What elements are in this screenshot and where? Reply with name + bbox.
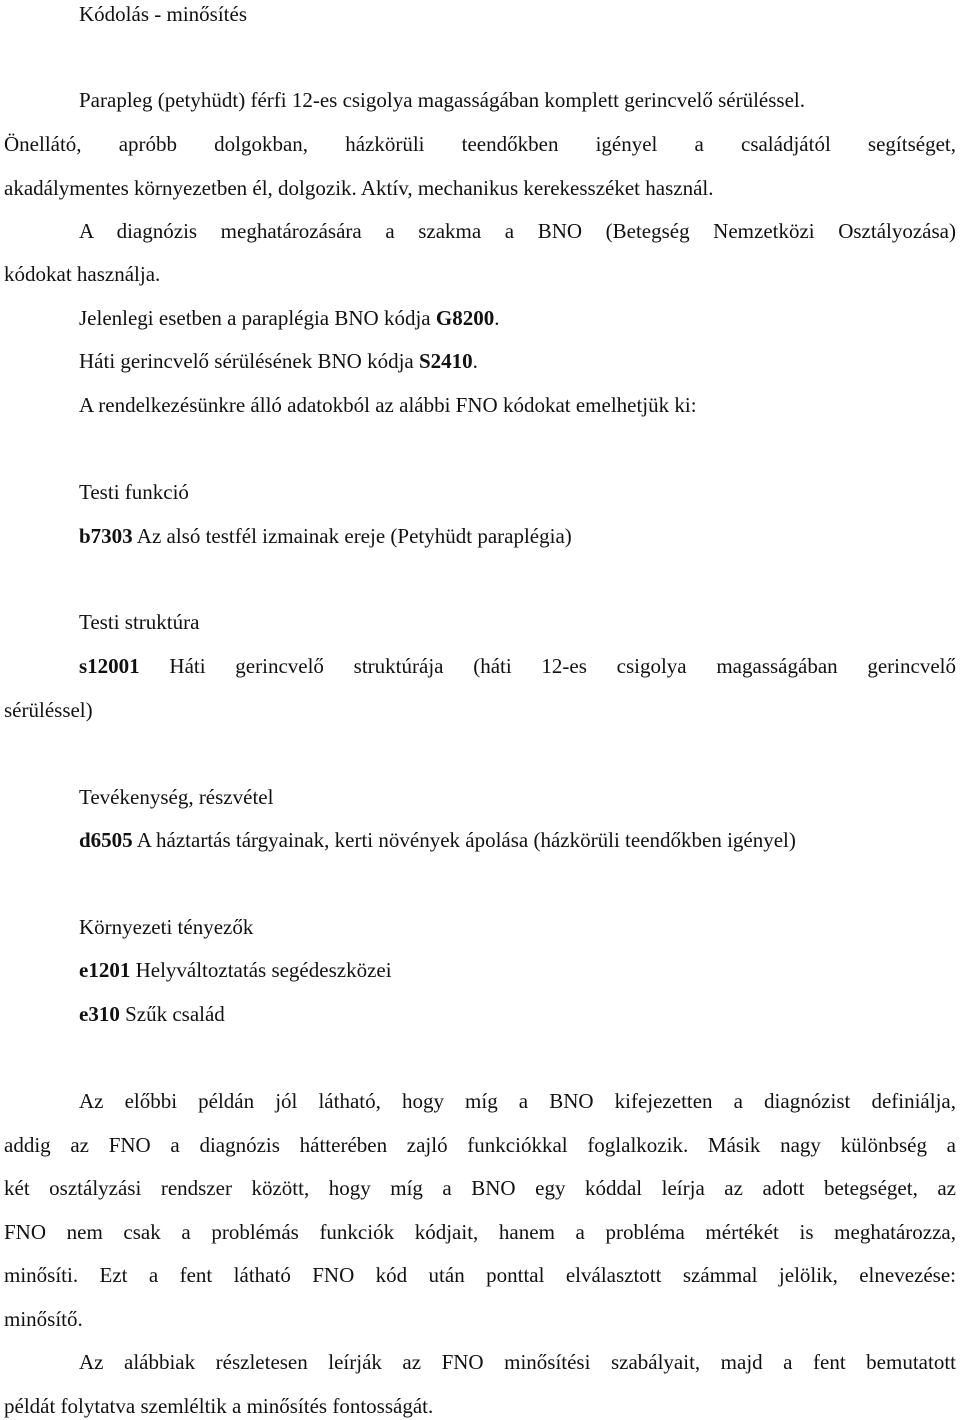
bno-spinal-end: . bbox=[472, 349, 478, 373]
environment-item-1 bbox=[79, 956, 956, 984]
intro-line-3: akadálymentes környezetben él, dolgozik. Aktív, mechanikus kerekesszéket használ. bbox=[4, 176, 714, 200]
body-function-heading: Testi funkció bbox=[79, 480, 189, 504]
body-function-text: Az alsó testfél izmainak ereje (Petyhüdt paraplégia) bbox=[132, 524, 572, 548]
conclusion-p2-line-1: Az alábbiak részletesen leírják az FNO minősítési szabályait, majd a fent bemutatott bbox=[79, 1350, 956, 1374]
activity-heading: Tevékenység, részvétel bbox=[79, 785, 274, 809]
body-function-item bbox=[79, 522, 956, 550]
bno-spinal-code: S2410 bbox=[418, 349, 473, 373]
environment-text-1: Helyváltoztatás segédeszközei bbox=[130, 958, 392, 982]
activity-item bbox=[79, 826, 956, 854]
activity-text: A háztartás tárgyainak, kerti növények ápolása (házkörüli teendőkben igényel) bbox=[132, 828, 796, 852]
bno-paraplegia-text: Jelenlegi esetben a paraplégia BNO kódja bbox=[79, 306, 436, 330]
conclusion-line-1: Az előbbi példán jól látható, hogy míg a BNO kifejezetten a diagnózist definiálja, bbox=[79, 1089, 956, 1113]
environment-heading: Környezeti tényezők bbox=[79, 915, 254, 939]
body-structure-text: Háti gerincvelő struktúrája (háti 12-es csigolya magasságában gerincvelő bbox=[139, 654, 956, 678]
body-structure-code: s12001 bbox=[79, 654, 140, 678]
bno-paraplegia-code: G8200 bbox=[435, 306, 495, 330]
environment-item-2 bbox=[79, 1000, 956, 1028]
conclusion-p2-line-2: példát folytatva szemléltik a minősítés fontosságát. bbox=[4, 1394, 434, 1418]
fno-intro-line: A rendelkezésünkre álló adatokból az alábbi FNO kódokat emelhetjük ki: bbox=[79, 393, 697, 417]
intro-line-5: kódokat használja. bbox=[4, 262, 161, 286]
conclusion-line-5: minősíti. Ezt a fent látható FNO kód után ponttal elválasztott számmal jelölik, elnevezése: bbox=[4, 1263, 956, 1287]
conclusion-line-2: addig az FNO a diagnózis hátterében zajló funkciókkal foglalkozik. Másik nagy különbség a bbox=[4, 1133, 956, 1157]
body-structure-item bbox=[79, 652, 956, 680]
intro-line-1: Parapleg (petyhüdt) férfi 12-es csigolya magasságában komplett gerincvelő sérüléssel. bbox=[79, 88, 806, 112]
intro-line-4: A diagnózis meghatározására a szakma a BNO (Betegség Nemzetközi Osztályozása) bbox=[79, 219, 956, 243]
activity-code: d6505 bbox=[79, 828, 133, 852]
conclusion-line-6: minősítő. bbox=[4, 1307, 83, 1331]
bno-paraplegia-line bbox=[79, 304, 956, 332]
conclusion-line-4: FNO nem csak a problémás funkciók kódjait, hanem a probléma mértékét is meghatározza, bbox=[4, 1220, 956, 1244]
conclusion-line-3: két osztályzási rendszer között, hogy míg a BNO egy kóddal leírja az adott betegséget, az bbox=[4, 1176, 956, 1200]
body-structure-item-cont: sérüléssel) bbox=[4, 698, 93, 722]
bno-spinal-text: Háti gerincvelő sérülésének BNO kódja bbox=[79, 349, 419, 373]
environment-code-2: e310 bbox=[79, 1002, 120, 1026]
environment-code-1: e1201 bbox=[79, 958, 131, 982]
environment-text-2: Szűk család bbox=[119, 1002, 225, 1026]
page-title: Kódolás - minősítés bbox=[79, 2, 247, 26]
body-function-code: b7303 bbox=[79, 524, 133, 548]
body-structure-heading: Testi struktúra bbox=[79, 610, 200, 634]
intro-line-2: Önellátó, apróbb dolgokban, házkörüli teendőkben igényel a családjától segítséget, bbox=[4, 132, 956, 156]
bno-spinal-line bbox=[79, 347, 956, 375]
bno-paraplegia-end: . bbox=[494, 306, 500, 330]
